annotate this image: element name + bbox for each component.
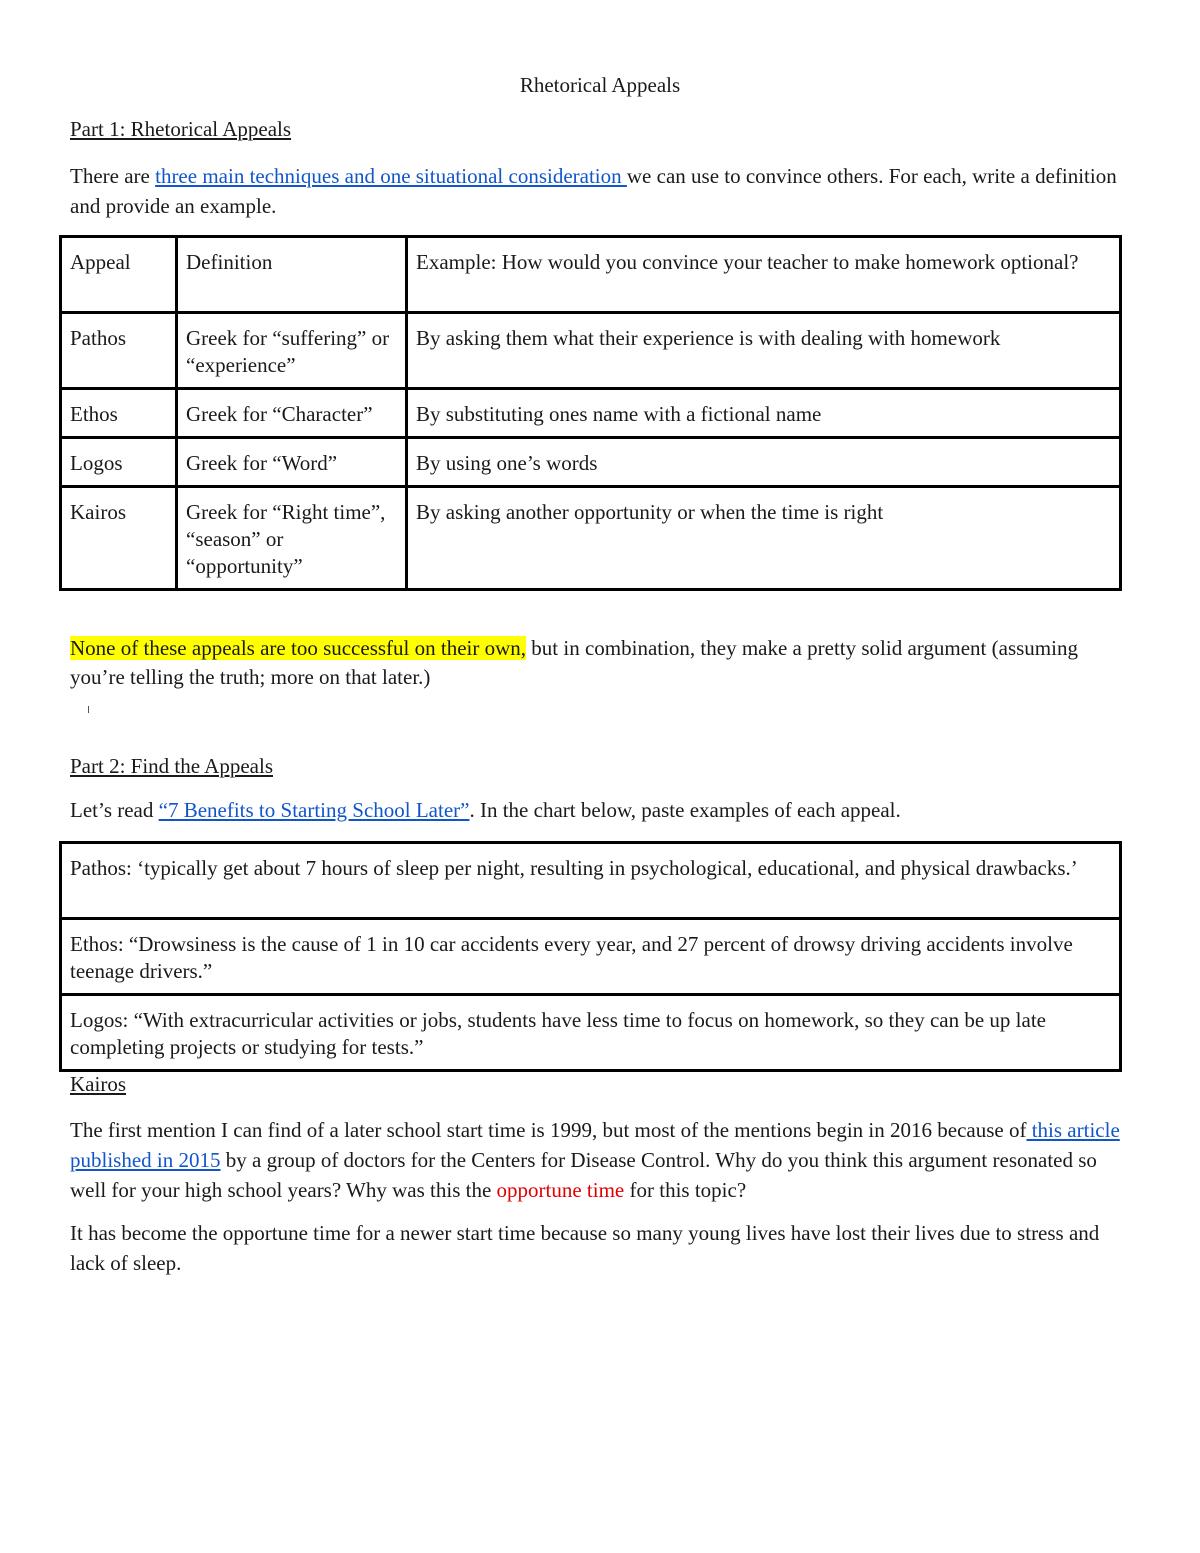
part1-intro-after: we can use to convince others. For each, write a definition and provide an example. xyxy=(70,164,1117,218)
part1-intro-before: There are xyxy=(70,164,156,188)
example-cell[interactable]: By asking them what their experience is with dealing with homework xyxy=(407,313,1121,389)
header-appeal: Appeal xyxy=(61,237,177,313)
part2-intro-after: . In the chart below, paste examples of each appeal. xyxy=(469,798,901,822)
three-techniques-link[interactable]: three main techniques and one situational consideration xyxy=(155,164,627,188)
table-row xyxy=(61,995,1121,1071)
ethos-example-cell[interactable]: Ethos: “Drowsiness is the cause of 1 in 10 car accidents every year, and 27 percent of drowsy driving accidents involve teenage drivers.” xyxy=(61,919,1121,995)
definition-cell[interactable]: Greek for “suffering” or “experience” xyxy=(177,313,407,389)
header-example: Example: How would you convince your teacher to make homework optional? xyxy=(407,237,1121,313)
table-row xyxy=(61,313,1121,389)
appeals-table xyxy=(59,235,1122,591)
highlighted-text: None of these appeals are too successful on their own, xyxy=(70,636,527,660)
kairos-text-middle: by a group of doctors for the Centers for Disease Control. Why do you think this argument resonated so well for your high school years? Why was this the xyxy=(70,1148,1097,1202)
definition-cell[interactable]: Greek for “Word” xyxy=(177,438,407,487)
table-row xyxy=(61,438,1121,487)
table-header-row xyxy=(61,237,1121,313)
kairos-heading: Kairos xyxy=(70,1072,126,1096)
opportune-time-text: opportune time xyxy=(496,1178,625,1202)
table-row xyxy=(61,919,1121,995)
note-rest: but in combination, they make a pretty solid argument (assuming you’re telling the truth; more on that later.) xyxy=(70,636,1078,689)
cdc-article-link[interactable]: this article published in 2015 xyxy=(70,1118,1120,1172)
table-row xyxy=(61,389,1121,438)
combination-note xyxy=(70,634,1135,692)
part1-intro xyxy=(70,161,1135,221)
appeal-cell: Kairos xyxy=(61,487,177,590)
kairos-text-after: for this topic? xyxy=(624,1178,747,1202)
part2-intro-before: Let’s read xyxy=(70,798,159,822)
find-appeals-table xyxy=(59,841,1122,1072)
example-cell[interactable]: By asking another opportunity or when the time is right xyxy=(407,487,1121,590)
stray-mark xyxy=(88,706,89,713)
definition-cell[interactable]: Greek for “Right time”, “season” or “opportunity” xyxy=(177,487,407,590)
part1-heading: Part 1: Rhetorical Appeals xyxy=(70,117,292,141)
example-cell[interactable]: By using one’s words xyxy=(407,438,1121,487)
logos-example-cell[interactable]: Logos: “With extracurricular activities or jobs, students have less time to focus on homework, so they can be up late completing projects or studying for tests.” xyxy=(61,995,1121,1071)
pathos-example-cell[interactable]: Pathos: ‘typically get about 7 hours of sleep per night, resulting in psychological, educational, and physical drawbacks.’ xyxy=(61,843,1121,919)
kairos-paragraph xyxy=(70,1115,1135,1205)
appeal-cell: Logos xyxy=(61,438,177,487)
table-row xyxy=(61,487,1121,590)
table-row xyxy=(61,843,1121,919)
part2-intro xyxy=(70,797,1135,824)
appeal-cell: Ethos xyxy=(61,389,177,438)
article-link[interactable]: “7 Benefits to Starting School Later” xyxy=(158,798,470,822)
part2-heading: Part 2: Find the Appeals xyxy=(70,754,273,778)
kairos-answer[interactable]: It has become the opportune time for a newer start time because so many young lives have lost their lives due to stress and lack of sleep. xyxy=(70,1221,1100,1275)
header-definition: Definition xyxy=(177,237,407,313)
appeal-cell: Pathos xyxy=(61,313,177,389)
example-cell[interactable]: By substituting ones name with a fictional name xyxy=(407,389,1121,438)
document-title: Rhetorical Appeals xyxy=(519,73,681,97)
definition-cell[interactable]: Greek for “Character” xyxy=(177,389,407,438)
kairos-text-before: The first mention I can find of a later school start time is 1999, but most of the mentions begin in 2016 because of xyxy=(70,1118,1027,1142)
